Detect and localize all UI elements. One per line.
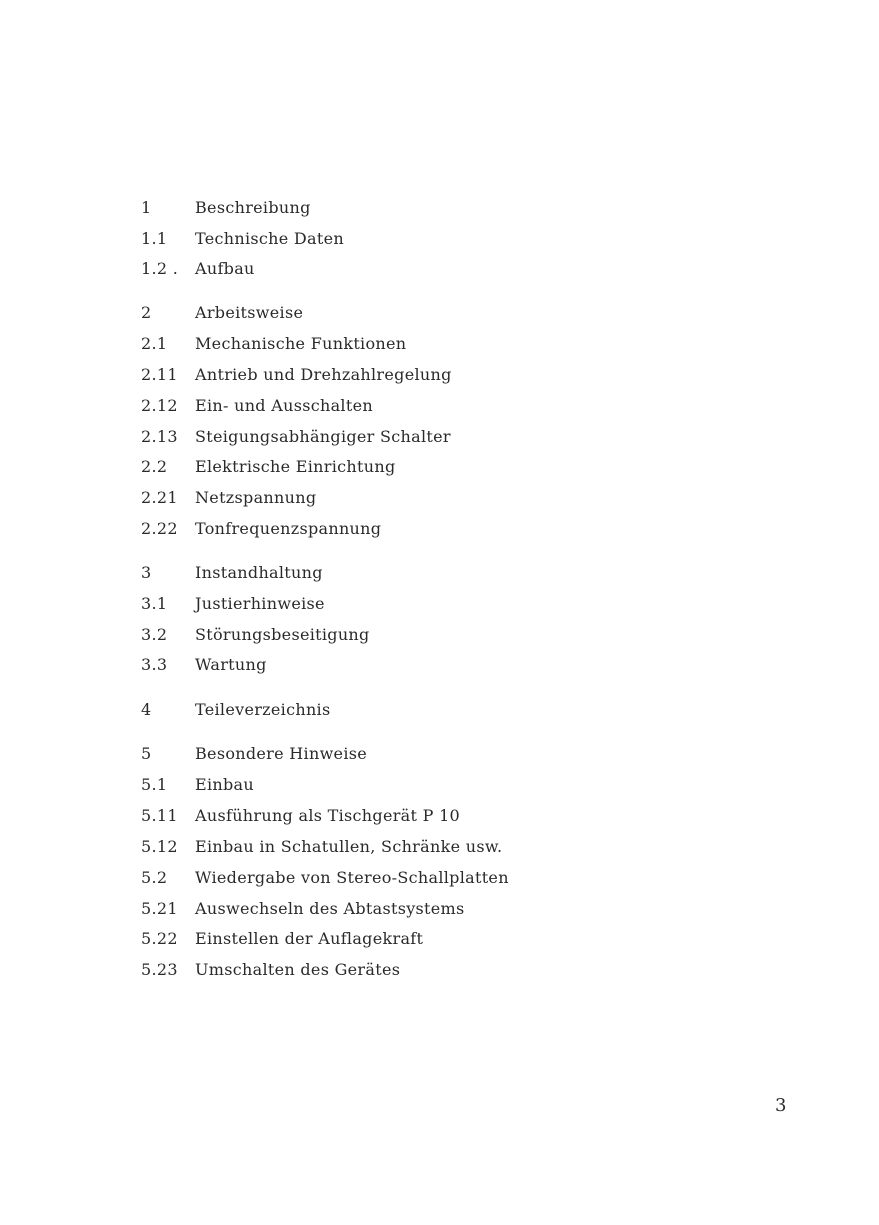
toc-entry [0, 455, 879, 479]
toc-entry-title: Antrieb und Drehzahlregelung [195, 365, 452, 384]
toc-entry-title: Einbau [195, 775, 254, 794]
toc-entry [0, 301, 879, 325]
toc-entry [0, 486, 879, 510]
toc-entry [0, 227, 879, 251]
toc-entry-number: 5.21 [141, 899, 178, 918]
toc-entry [0, 653, 879, 677]
toc-entry-number: 2.11 [141, 365, 178, 384]
toc-entry [0, 363, 879, 387]
toc-entry-title: Justierhinweise [195, 594, 325, 613]
toc-entry [0, 897, 879, 921]
toc-entry-title: Wartung [195, 655, 267, 674]
toc-entry-number: 5.2 [141, 868, 168, 887]
toc-entry-title: Ausführung als Tischgerät P 10 [195, 806, 461, 825]
toc-entry-title: Steigungsabhängiger Schalter [195, 427, 451, 446]
toc-entry-number: 5.23 [141, 960, 178, 979]
toc-entry-number: 5.1 [141, 775, 168, 794]
toc-entry-number: 2.21 [141, 488, 178, 507]
toc-entry-title: Ein- und Ausschalten [195, 396, 373, 415]
toc-entry-title: Netzspannung [195, 488, 317, 507]
toc-entry [0, 332, 879, 356]
toc-entry [0, 425, 879, 449]
toc-entry-title: Aufbau [195, 259, 255, 278]
toc-entry [0, 592, 879, 616]
toc-entry [0, 623, 879, 647]
toc-entry [0, 257, 879, 281]
toc-entry-title: Wiedergabe von Stereo-Schallplatten [195, 868, 509, 887]
toc-entry [0, 196, 879, 220]
page-number: 3 [775, 1095, 787, 1116]
toc-entry-number: 2.2 [141, 457, 168, 476]
toc-entry-number: 1.2 . [141, 259, 179, 278]
toc-entry-number: 5.12 [141, 837, 178, 856]
toc-entry-title: Störungsbeseitigung [195, 625, 370, 644]
toc-entry [0, 866, 879, 890]
toc-entry-number: 2 [141, 303, 152, 322]
toc-entry-number: 5 [141, 744, 152, 763]
toc-entry-number: 3.1 [141, 594, 168, 613]
toc-entry [0, 835, 879, 859]
toc-entry [0, 958, 879, 982]
toc-entry-number: 2.1 [141, 334, 168, 353]
toc-entry-number: 2.22 [141, 519, 178, 538]
toc-entry-number: 2.12 [141, 396, 178, 415]
toc-entry [0, 561, 879, 585]
toc-entry-title: Einbau in Schatullen, Schränke usw. [195, 837, 503, 856]
toc-entry-number: 5.22 [141, 929, 178, 948]
toc-entry-title: Instandhaltung [195, 563, 323, 582]
toc-entry-title: Beschreibung [195, 198, 311, 217]
toc-entry-number: 1.1 [141, 229, 168, 248]
toc-entry-title: Mechanische Funktionen [195, 334, 407, 353]
toc-entry-number: 4 [141, 700, 152, 719]
toc-entry-title: Besondere Hinweise [195, 744, 368, 763]
toc-entry [0, 698, 879, 722]
toc-entry-title: Teileverzeichnis [195, 700, 331, 719]
toc-entry-title: Tonfrequenzspannung [195, 519, 382, 538]
toc-entry [0, 927, 879, 951]
toc-entry-number: 3.3 [141, 655, 168, 674]
toc-entry [0, 517, 879, 541]
toc-entry [0, 804, 879, 828]
toc-entry [0, 742, 879, 766]
toc-entry-number: 1 [141, 198, 152, 217]
toc-entry-title: Umschalten des Gerätes [195, 960, 401, 979]
toc-entry-number: 3.2 [141, 625, 168, 644]
toc-entry-title: Technische Daten [195, 229, 344, 248]
toc-entry [0, 394, 879, 418]
toc-entry-number: 3 [141, 563, 152, 582]
toc-entry-title: Einstellen der Auflagekraft [195, 929, 424, 948]
toc-entry [0, 773, 879, 797]
toc-entry-number: 2.13 [141, 427, 178, 446]
toc-entry-number: 5.11 [141, 806, 178, 825]
toc-entry-title: Elektrische Einrichtung [195, 457, 396, 476]
toc-entry-title: Auswechseln des Abtastsystems [195, 899, 465, 918]
toc-entry-title: Arbeitsweise [195, 303, 304, 322]
